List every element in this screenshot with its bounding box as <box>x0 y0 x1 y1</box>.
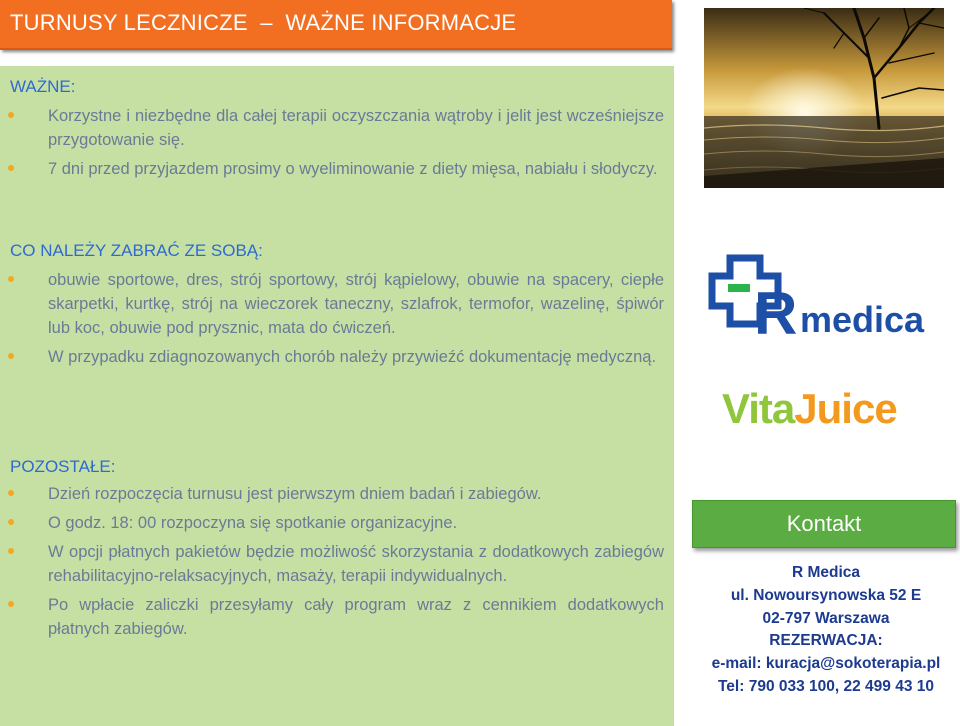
bullet-icon <box>8 601 14 607</box>
bullet-icon <box>8 490 14 496</box>
list-item: Po wpłacie zaliczki przesyłamy cały program wraz z cennikiem dodatkowych płatnych zabiegów. <box>0 593 664 641</box>
contact-info <box>692 562 960 699</box>
kontakt-button-label: Kontakt <box>786 511 862 536</box>
page-header <box>0 0 672 50</box>
list-pozostale <box>0 482 664 646</box>
bullet-icon <box>8 548 14 554</box>
bullet-icon <box>8 353 14 359</box>
list-wazne <box>0 104 664 186</box>
list-item: O godz. 18: 00 rozpoczyna się spotkanie organizacyjne. <box>0 511 664 535</box>
bullet-icon <box>8 165 14 171</box>
bullet-icon <box>8 276 14 282</box>
vitajuice-logo: VitaJuice <box>722 385 897 432</box>
contact-street: ul. Nowoursynowska 52 E <box>730 586 922 604</box>
contact-city: 02-797 Warszawa <box>762 609 890 627</box>
contact-reservation-label: REZERWACJA: <box>769 632 883 650</box>
list-item: obuwie sportowe, dres, strój sportowy, strój kąpielowy, obuwie na spacery, ciepłe skarpetki, kurtkę, strój na wieczorek taneczny, szlafrok, termofor, wazelinę, śpiwór lub koc, obuwie pod prysznic, mata do ćwiczeń. <box>0 268 664 340</box>
contact-phone[interactable]: Tel: 790 033 100, 22 499 43 10 <box>717 677 935 695</box>
bullet-icon <box>8 519 14 525</box>
list-item: Korzystne i niezbędne dla całej terapii oczyszczania wątroby i jelit jest wcześniejsze przygotowanie się. <box>0 104 664 152</box>
list-item: W przypadku zdiagnozowanych chorób należy przywieźć dokumentację medyczną. <box>0 345 664 369</box>
list-co-zabrac <box>0 268 664 374</box>
sunset-photo <box>704 8 944 188</box>
section-heading-wazne: WAŻNE: <box>10 77 76 96</box>
contact-email[interactable]: e-mail: kuracja@sokoterapia.pl <box>711 655 941 673</box>
bullet-icon <box>8 112 14 118</box>
list-item: 7 dni przed przyjazdem prosimy o wyeliminowanie z diety mięsa, nabiału i słodyczy. <box>0 157 664 181</box>
rmedica-logo <box>708 252 944 342</box>
contact-company: R Medica <box>791 564 861 581</box>
section-heading-co-zabrac: CO NALEŻY ZABRAĆ ZE SOBĄ: <box>10 241 263 260</box>
page-title: TURNUSY LECZNICZE – WAŻNE INFORMACJE <box>10 10 517 35</box>
svg-text:medica: medica <box>800 299 925 340</box>
list-item: Dzień rozpoczęcia turnusu jest pierwszym dniem badań i zabiegów. <box>0 482 664 506</box>
section-heading-pozostale: POZOSTAŁE: <box>10 457 116 476</box>
kontakt-button[interactable] <box>692 500 956 548</box>
list-item: W opcji płatnych pakietów będzie możliwość skorzystania z dodatkowych zabiegów rehabilitacyjno-relaksacyjnych, masaży, terapii indywidualnych. <box>0 540 664 588</box>
svg-text:R: R <box>754 280 798 342</box>
